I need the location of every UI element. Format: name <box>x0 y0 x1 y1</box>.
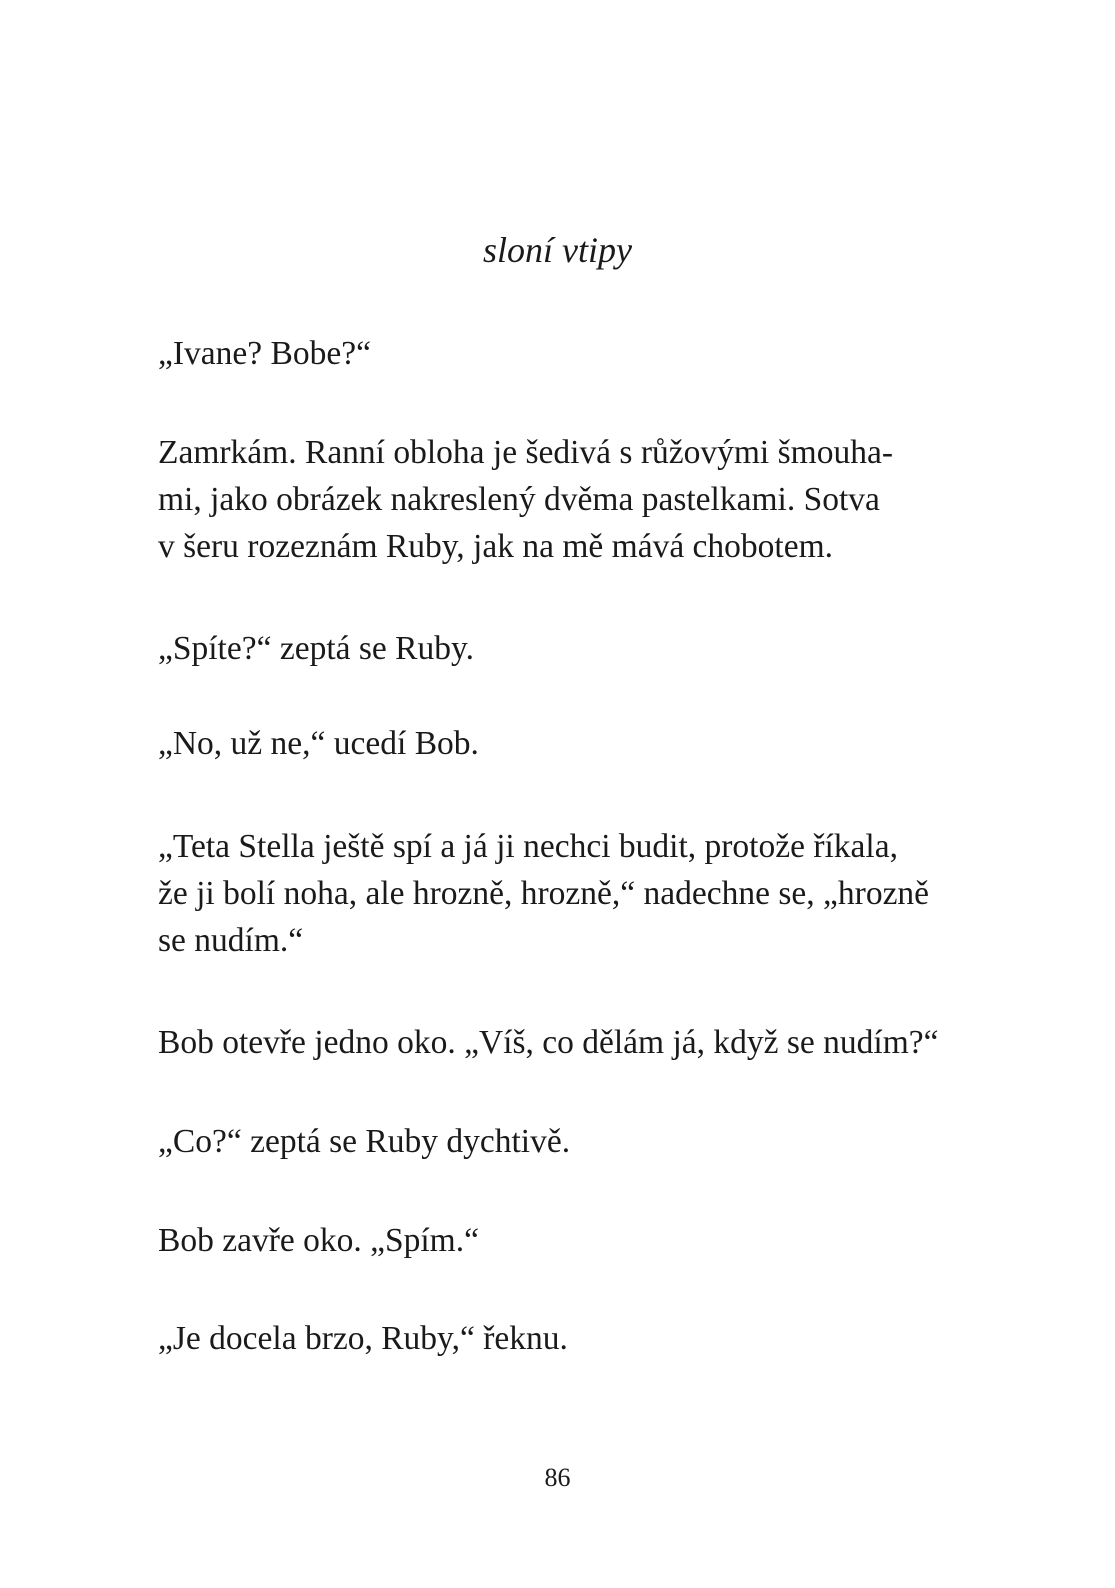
paragraph-7: „Co?“ zeptá se Ruby dychtivě. <box>158 1123 571 1160</box>
paragraph-3: „Spíte?“ zeptá se Ruby. <box>158 630 474 667</box>
paragraph-4: „No, už ne,“ ucedí Bob. <box>158 725 479 762</box>
paragraph-6: Bob otevře jedno oko. „Víš, co dělám já, když se nudím?“ <box>158 1024 939 1061</box>
paragraph-2: Zamrkám. Ranní obloha je šedivá s růžovými šmouha- mi, jako obrázek nakreslený dvěma pastelkami. Sotva v šeru rozeznám Ruby, jak na mě mává chobotem. <box>158 434 893 565</box>
page-number: 86 <box>544 1463 571 1492</box>
paragraph-1: „Ivane? Bobe?“ <box>158 335 371 372</box>
chapter-title: sloní vtipy <box>483 230 632 270</box>
paragraph-8: Bob zavře oko. „Spím.“ <box>158 1222 479 1259</box>
paragraph-5: „Teta Stella ještě spí a já ji nechci budit, protože říkala, že ji bolí noha, ale hrozně, hrozně,“ nadechne se, „hrozně se nudím.“ <box>158 828 930 959</box>
paragraph-9: „Je docela brzo, Ruby,“ řeknu. <box>158 1320 568 1357</box>
